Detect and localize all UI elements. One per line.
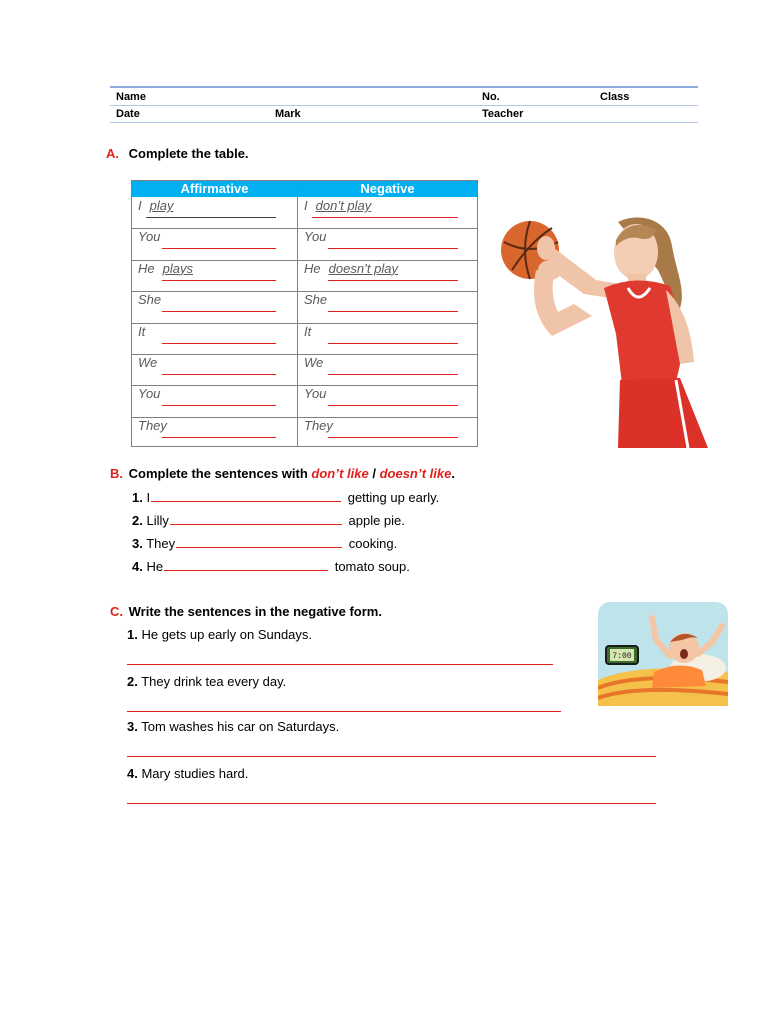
answer-line[interactable]	[127, 663, 553, 665]
section-a-letter: A.	[106, 146, 119, 161]
negative-form-item	[127, 674, 286, 689]
section-b-title	[110, 466, 455, 481]
section-b-letter: B.	[110, 466, 123, 481]
sentence-item	[132, 558, 410, 574]
basketball-player-photo	[500, 212, 710, 448]
answer-blank	[146, 217, 276, 218]
negative-cell[interactable]	[304, 261, 464, 279]
pronoun: They	[304, 417, 333, 433]
answer-blank	[328, 311, 458, 312]
item-number: 4.	[127, 766, 138, 781]
negative-cell[interactable]	[304, 355, 464, 373]
option-dont-like: don’t like	[311, 466, 369, 481]
pronoun: You	[304, 386, 327, 402]
verb-table	[131, 180, 478, 447]
affirmative-cell[interactable]	[138, 229, 282, 247]
class-label: Class	[600, 91, 630, 103]
affirmative-cell[interactable]	[138, 386, 282, 404]
option-doesnt-like: doesn’t like	[379, 466, 452, 481]
option-separator: /	[372, 466, 376, 481]
negative-cell[interactable]	[304, 292, 464, 310]
affirmative-cell[interactable]	[138, 418, 282, 436]
answer-blank	[312, 217, 458, 218]
item-rest: apple pie.	[348, 513, 405, 528]
pronoun: She	[304, 292, 328, 308]
name-label: Name	[116, 91, 146, 103]
mark-label: Mark	[275, 108, 301, 120]
answer-blank	[328, 280, 458, 281]
affirmative-cell[interactable]	[138, 198, 282, 216]
negative-form-item	[127, 766, 248, 781]
pronoun: You	[138, 229, 161, 245]
pronoun: They	[138, 417, 167, 433]
section-a-title	[106, 146, 249, 161]
item-subject: I	[146, 490, 151, 505]
negative-cell[interactable]	[304, 198, 464, 216]
pronoun: It	[138, 323, 146, 339]
title-period: .	[451, 466, 455, 481]
answer-text: don’t play	[315, 198, 372, 213]
item-subject: He	[146, 559, 164, 574]
negative-header: Negative	[298, 181, 477, 197]
negative-form-item	[127, 627, 312, 642]
pronoun: It	[304, 323, 312, 339]
pronoun: He	[138, 260, 155, 276]
item-number: 4.	[132, 559, 143, 574]
affirmative-cell[interactable]	[138, 324, 282, 342]
answer-blank	[162, 374, 276, 375]
sentence-item	[132, 512, 405, 528]
item-subject: They	[146, 536, 176, 551]
item-number: 2.	[127, 674, 138, 689]
teacher-label: Teacher	[482, 108, 524, 120]
answer-text: play	[149, 198, 174, 213]
date-label: Date	[116, 108, 140, 120]
affirmative-cell[interactable]	[138, 292, 282, 310]
negative-cell[interactable]	[304, 418, 464, 436]
affirmative-cell[interactable]	[138, 261, 282, 279]
answer-blank	[162, 280, 276, 281]
answer-blank	[162, 405, 276, 406]
answer-blank	[328, 343, 458, 344]
item-sentence: Tom washes his car on Saturdays.	[141, 719, 340, 734]
pronoun: He	[304, 260, 321, 276]
pronoun: I	[138, 198, 142, 213]
answer-blank	[162, 437, 276, 438]
item-number: 3.	[127, 719, 138, 734]
sentence-item	[132, 535, 397, 551]
answer-text: plays	[162, 260, 193, 276]
item-rest: cooking.	[348, 536, 398, 551]
waking-boy-cartoon	[598, 602, 728, 706]
section-c-instruction: Write the sentences in the negative form.	[128, 604, 382, 619]
section-a-instruction: Complete the table.	[128, 146, 249, 161]
item-number: 3.	[132, 536, 143, 551]
negative-cell[interactable]	[304, 386, 464, 404]
answer-line[interactable]	[127, 802, 656, 804]
fill-blank[interactable]	[170, 512, 342, 525]
clock-digits: 7:00	[612, 652, 632, 661]
answer-blank	[328, 437, 458, 438]
fill-blank[interactable]	[151, 489, 341, 502]
answer-line[interactable]	[127, 710, 561, 712]
item-number: 1.	[127, 627, 138, 642]
header-row-1	[110, 88, 698, 106]
section-b-instruction: Complete the sentences with	[128, 466, 308, 481]
answer-line[interactable]	[127, 755, 656, 757]
no-label: No.	[482, 91, 500, 103]
item-rest: tomato soup.	[334, 559, 410, 574]
sentence-item	[132, 489, 439, 505]
fill-blank[interactable]	[176, 535, 342, 548]
pronoun: We	[138, 355, 158, 370]
item-sentence: They drink tea every day.	[141, 674, 287, 689]
negative-form-item	[127, 719, 339, 734]
section-c-title	[110, 604, 382, 619]
item-number: 2.	[132, 513, 143, 528]
answer-blank	[162, 343, 276, 344]
fill-blank[interactable]	[164, 558, 328, 571]
negative-cell[interactable]	[304, 229, 464, 247]
pronoun: She	[138, 292, 162, 308]
affirmative-header: Affirmative	[132, 181, 297, 197]
item-number: 1.	[132, 490, 143, 505]
answer-blank	[328, 374, 458, 375]
answer-blank	[162, 248, 276, 249]
worksheet-header	[110, 86, 698, 124]
pronoun: I	[304, 198, 308, 213]
answer-blank	[328, 248, 458, 249]
item-rest: getting up early.	[347, 490, 440, 505]
answer-blank	[328, 405, 458, 406]
pronoun: We	[304, 355, 324, 370]
answer-blank	[162, 311, 276, 312]
column-divider	[297, 181, 298, 446]
item-subject: Lilly	[146, 513, 169, 528]
pronoun: You	[304, 229, 327, 245]
pronoun: You	[138, 386, 161, 402]
negative-cell[interactable]	[304, 324, 464, 342]
affirmative-cell[interactable]	[138, 355, 282, 373]
header-row-2	[110, 105, 698, 123]
section-c-letter: C.	[110, 604, 123, 619]
item-sentence: Mary studies hard.	[141, 766, 249, 781]
item-sentence: He gets up early on Sundays.	[141, 627, 313, 642]
answer-text: doesn’t play	[328, 260, 399, 276]
